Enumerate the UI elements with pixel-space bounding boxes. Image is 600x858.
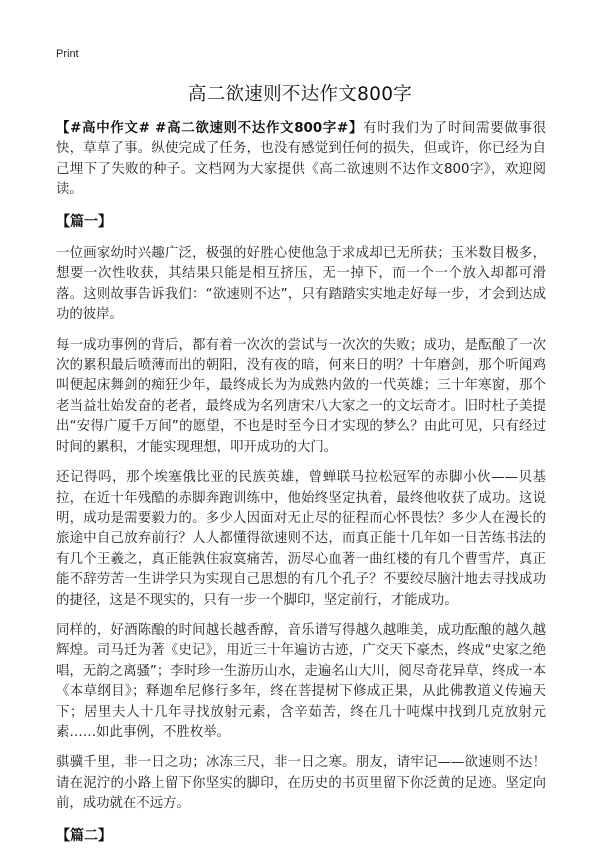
section-heading-2: 【篇二】 [56,827,112,844]
article-body [56,119,546,858]
section-heading-1: 【篇一】 [56,213,112,230]
body-paragraph-2: 每一成功事例的背后，都有着一次次的尝试与一次次的失败；成功，是酝酿了一次次的累积最后喷薄而出的朝阳，没有夜的暗，何来日的明？十年磨剑，那个听闻鸡叫便起床舞剑的痴狂少年，最终成长为为成熟内敛的一代英雄；三十年寒窗，那个老当益壮始发奋的老者，最终成为名列唐宋八大家之一的文坛奇才。旧时杜子美提出“安得广厦千万间”的愿望，不也是时至今日才实现的梦么？由此可见，只有经过时间的累积，才能实现理想，叩开成功的大门。 [56,337,546,455]
body-paragraph-1: 一位画家幼时兴趣广泛，极强的好胜心使他急于求成却已无所获；玉米数目极多，想要一次性收获，其结果只能是相互挤压，无一掉下，而一个一个放入却都可滑落。这则故事告诉我们：“欲速则不达”，只有踏踏实实地走好每一步，才会到达成功的彼岸。 [56,246,546,323]
intro-paragraph [56,119,546,201]
print-link[interactable]: Print [56,48,79,60]
intro-text: 有时我们为了时间需要做事很快，草草了事。纵使完成了任务，也没有感觉到任何的损失，但或许，你已经为自己埋下了失败的种子。文档网为大家提供《高二欲速则不达作文800字》，欢迎阅读。 [56,121,546,198]
body-paragraph-5: 骐骥千里，非一日之功；冰冻三尺，非一日之寒。朋友，请牢记——欲速则不达！请在泥泞的小路上留下你坚实的脚印，在历史的书页里留下你泛黄的足迹。坚定向前，成功就在不远方。 [56,755,546,812]
body-paragraph-4: 同样的，好酒陈酿的时间越长越香醇，音乐谱写得越久越唯美，成功酝酿的越久越辉煌。司马迁为著《史记》，用近三十年遍访古迹，广交天下豪杰，终成“史家之绝唱，无韵之离骚”；李时珍一生游历山水，走遍名山大川，阅尽奇花异草，终成一本《本草纲目》；释迦牟尼修行多年，终在菩提树下修成正果，从此佛教道义传遍天下；居里夫人十几年寻找放射元素，含辛茹苦，终在几十吨煤中找到几克放射元素……如此事例，不胜枚举。 [56,622,546,740]
intro-tags: 【#高中作文# #高二欲速则不达作文800字#】 [56,121,364,136]
body-paragraph-3: 还记得吗，那个埃塞俄比亚的民族英雄，曾蝉联马拉松冠军的赤脚小伙——贝基拉，在近十年残酷的赤脚奔跑训练中，他始终坚定执着，最终他收获了成功。这说明，成功是需要毅力的。多少人因面对无止尽的征程而心怀畏怯？多少人在漫长的旅途中自己放弃前行？人人都懂得欲速则不达，而真正能十几年如一日苦练书法的有几个王羲之，真正能孰住寂寞痛苦，沥尽心血著一曲红楼的有几个曹雪芹，真正能不辞劳苦一生讲学只为实现自己思想的有几个孔子？不要绞尽脑汁地去寻找成功的捷径，这是不现实的，只有一步一个脚印，坚定前行，才能成功。 [56,470,546,608]
page-title: 高二欲速则不达作文800字 [187,84,413,105]
